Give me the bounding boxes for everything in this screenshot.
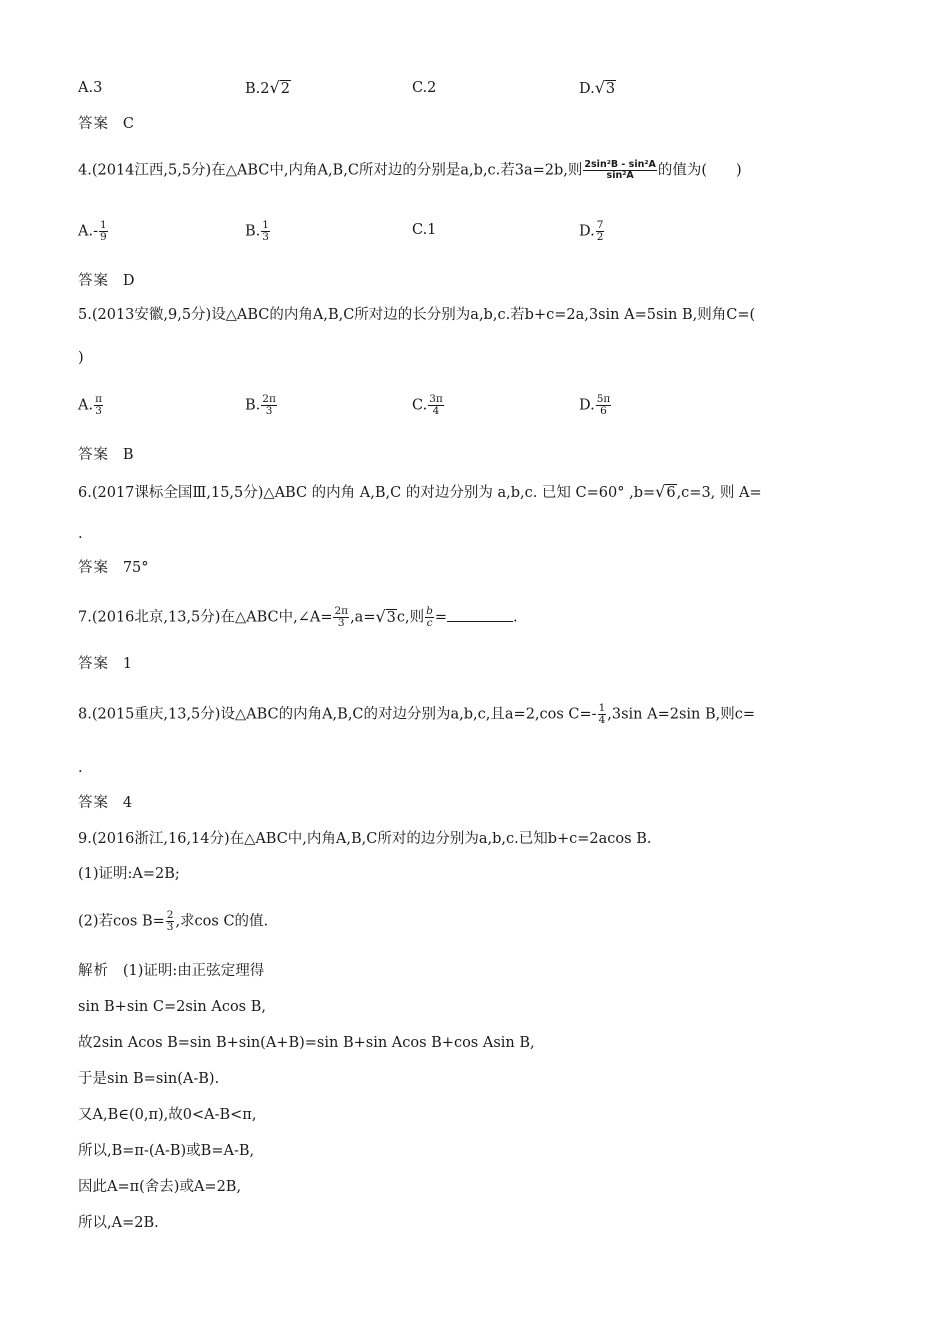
q4-stem: 4.(2014江西,5,5分)在△ABC中,内角A,B,C所对边的分别是a,b,c.若3a=2b,则 $\frac{\text{2sin²B - sin²A}}{\text{sin²A}}$ 的值为( ) [78, 159, 742, 181]
q3-option-b: B.2√2 [245, 78, 290, 97]
q6-answer: 答案 75° [78, 560, 149, 576]
q7-answer: 答案 1 [78, 656, 133, 672]
q5-option-b: B. $\frac{2\pi}{3}$ [245, 393, 276, 417]
q9-analysis-line: sin B+sin C=2sin Acos B, [78, 999, 266, 1015]
q9-analysis-line: 于是sin B=sin(A-B). [78, 1071, 220, 1087]
q3-option-a: A.3 [78, 80, 103, 96]
q9-analysis-line: 所以,B=π-(A-B)或B=A-B, [78, 1143, 255, 1159]
q4-option-d: D. $\frac{7}{2}$ [579, 219, 604, 243]
q8-answer: 答案 4 [78, 795, 133, 811]
q5-options [78, 394, 778, 422]
q9-stem: 9.(2016浙江,16,14分)在△ABC中,内角A,B,C所对的边分别为a,b,c.已知b+c=2acos B. [78, 831, 652, 847]
q4-option-b: B. $\frac{1}{3}$ [245, 219, 269, 243]
q3-options [78, 78, 778, 106]
q3-answer: 答案 C [78, 116, 134, 132]
q9-analysis-line: 故2sin Acos B=sin B+sin(A+B)=sin B+sin Acos B+cos Asin B, [78, 1035, 535, 1051]
q6-stem-line1: 6.(2017课标全国Ⅲ,15,5分)△ABC 的内角 A,B,C 的对边分别为 a,b,c. 已知 C=60° ,b=√6,c=3, 则 A= [78, 482, 762, 501]
q9-part2: (2)若cos B= $\frac{2}{3}$ ,求cos C的值. [78, 909, 269, 933]
q8-stem-line1: 8.(2015重庆,13,5分)设△ABC的内角A,B,C的对边分别为a,b,c,且a=2,cos C=- $\frac{1}{4}$ ,3sin A=2sin B,则c= [78, 702, 756, 726]
sqrt-symbol: √3 [375, 606, 396, 626]
q5-answer: 答案 B [78, 447, 134, 463]
q5-option-a: A. $\frac{\pi}{3}$ [78, 393, 102, 417]
sqrt-symbol: √2 [269, 78, 290, 97]
q6-stem-line2: . [78, 526, 83, 542]
q9-analysis-line: 因此A=π(舍去)或A=2B, [78, 1179, 242, 1195]
q5-stem-line1: 5.(2013安徽,9,5分)设△ABC的内角A,B,C所对边的长分别为a,b,c.若b+c=2a,3sin A=5sin B,则角C=( [78, 307, 756, 323]
q9-analysis-line: 所以,A=2B. [78, 1215, 159, 1231]
sqrt-symbol: √6 [655, 482, 676, 501]
q4-option-c: C.1 [412, 222, 437, 238]
q9-analysis-line: 又A,B∈(0,π),故0<A-B<π, [78, 1107, 257, 1123]
q4-answer: 答案 D [78, 273, 135, 289]
q3-option-d: D.√3 [579, 78, 616, 97]
q5-option-c: C. $\frac{3\pi}{4}$ [412, 393, 443, 417]
sqrt-symbol: √3 [594, 78, 616, 97]
q8-stem-line2: . [78, 760, 83, 776]
q9-part1: (1)证明:A=2B; [78, 866, 180, 882]
q5-stem-line2: ) [78, 350, 84, 366]
q4-option-a: A.- $\frac{1}{9}$ [78, 219, 107, 243]
q7-stem: 7.(2016北京,13,5分)在△ABC中,∠A= $\frac{2\pi}{3}$ ,a=√3c,则 $\frac{b}{c}$ = . [78, 605, 518, 629]
q3-option-c: C.2 [412, 80, 437, 96]
q7-answer-blank[interactable] [447, 607, 513, 622]
q4-options [78, 220, 778, 248]
q5-option-d: D. $\frac{5\pi}{6}$ [579, 393, 611, 417]
q4-fraction: $\frac{\text{2sin²B - sin²A}}{\text{sin²A}}$ [584, 159, 656, 181]
q9-analysis-heading: 解析 (1)证明:由正弦定理得 [78, 963, 265, 979]
